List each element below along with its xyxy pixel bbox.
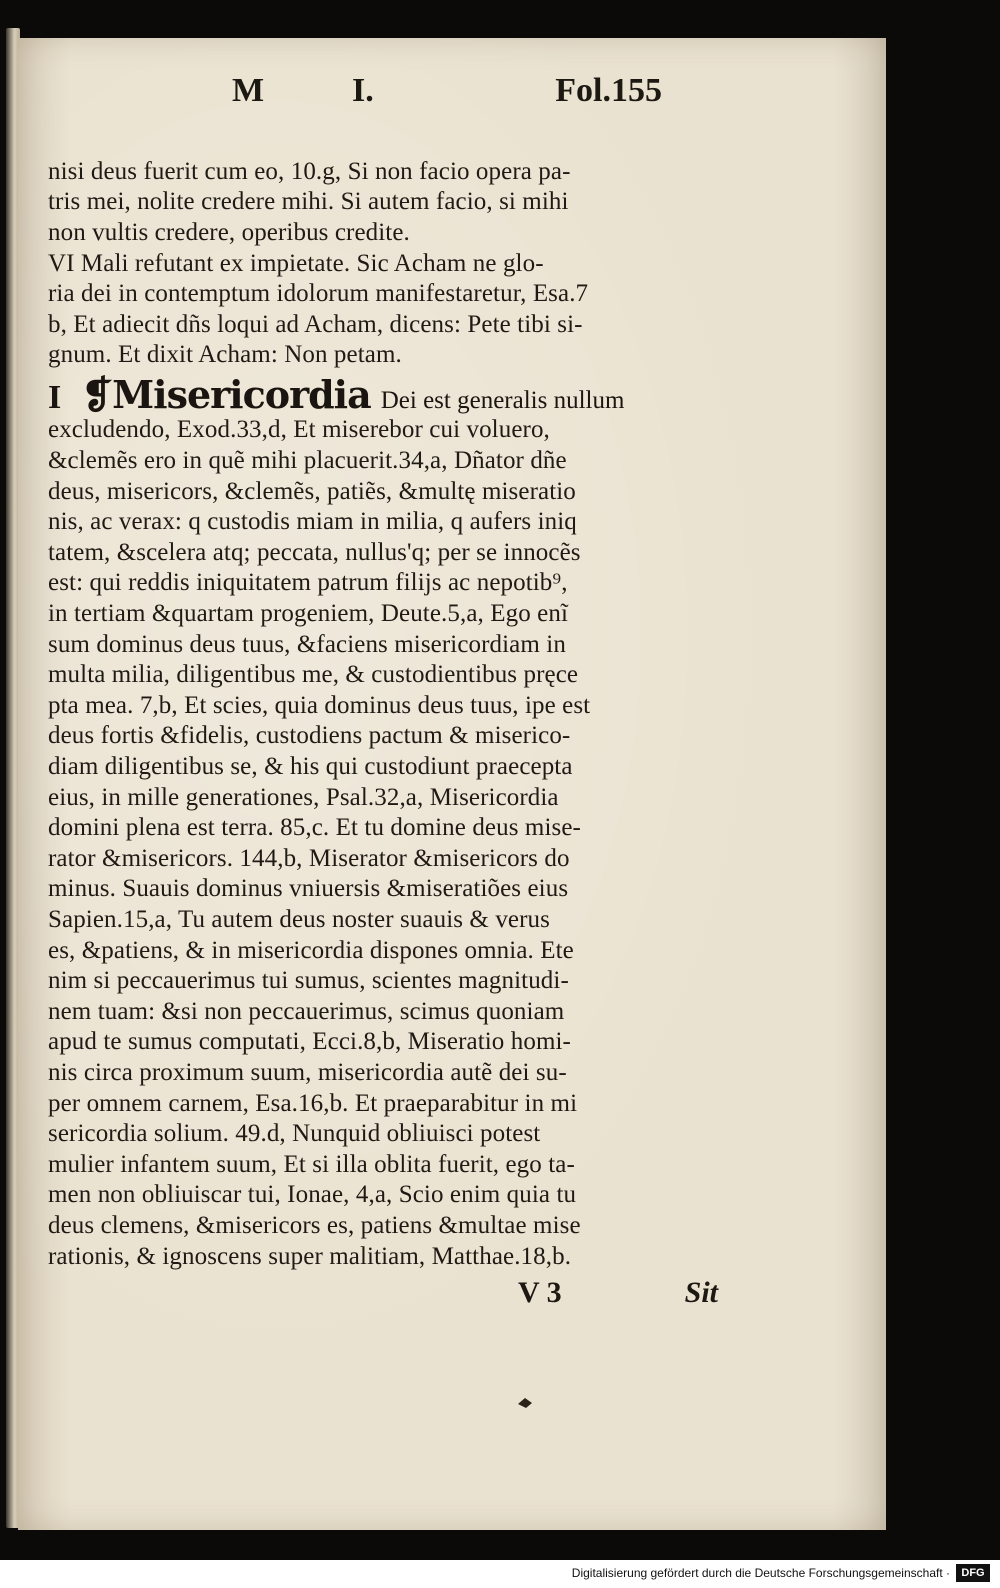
text-line: nis, ac verax: q custodis miam in milia, q aufers iniq: [48, 508, 577, 535]
signature-mark: V 3: [518, 1276, 562, 1309]
text-line: gnum. Et dixit Acham: Non petam.: [48, 341, 402, 368]
section-heading: [48, 372, 728, 420]
text-line: es, &patiens, & in misericordia dispones omnia. Ete: [48, 937, 574, 964]
text-line: deus fortis &fidelis, custodiens pactum & miserico‑: [48, 722, 571, 749]
header-numeral: I.: [352, 72, 374, 109]
text-line: pta mea. 7,b, Et scies, quia dominus deus tuus, ipe est: [48, 692, 591, 719]
signature-line: [518, 1276, 718, 1316]
text-line: diam diligentibus se, & his qui custodiunt praecepta: [48, 753, 573, 780]
heading-title: ❡Misericordia: [81, 372, 371, 417]
text-line: deus, misericors, &clemẽs, patiẽs, &multę miseratio: [48, 478, 576, 505]
text-line: tris mei, nolite credere mihi. Si autem facio, si mihi: [48, 188, 569, 215]
text-line: eius, in mille generationes, Psal.32,a, Misericordia: [48, 784, 559, 811]
text-line: ria dei in contemptum idolorum manifestaretur, Esa.7: [48, 280, 589, 307]
text-line: apud te sumus computati, Ecci.8,b, Miseratio homi‑: [48, 1028, 571, 1055]
text-line: nisi deus fuerit cum eo, 10.g, Si non facio opera pa‑: [48, 158, 571, 185]
ink-blot: [516, 1396, 534, 1410]
text-line: VI Mali refutant ex impietate. Sic Acham ne glo‑: [48, 250, 544, 277]
header-letter: M: [232, 72, 265, 109]
text-line: b, Et adiecit dñs loqui ad Acham, dicens: Pete tibi si‑: [48, 311, 583, 338]
text-line: Sapien.15,a, Tu autem deus noster suauis & verus: [48, 906, 550, 933]
text-line: excludendo, Exod.33,d, Et miserebor cui voluero,: [48, 416, 550, 443]
text-line: minus. Suauis dominus vniuersis &miseratiões eius: [48, 875, 569, 902]
text-line: domini plena est terra. 85,c. Et tu domine deus mise‑: [48, 814, 581, 841]
text-line: nis circa proximum suum, misericordia autẽ dei su‑: [48, 1059, 567, 1086]
footer: [0, 1560, 1000, 1588]
text-line: multa milia, diligentibus me, & custodientibus pręce: [48, 661, 579, 688]
text-line: &clemẽs ero in quẽ mihi placuerit.34,a, Dñator dñe: [48, 447, 567, 474]
text-line: men non obliuiscar tui, Ionae, 4,a, Scio enim quia tu: [48, 1181, 577, 1208]
catchword: Sit: [684, 1276, 718, 1309]
text-line: mulier infantem suum, Et si illa oblita fuerit, ego ta‑: [48, 1151, 575, 1178]
text-line: est: qui reddis iniquitatem patrum filijs ac nepotib⁹,: [48, 569, 568, 596]
heading-continuation: Dei est generalis nullum: [380, 387, 625, 414]
text-line: tatem, &scelera atq; peccata, nullus'q; per se innocẽs: [48, 539, 581, 566]
text-line: rationis, & ignoscens super malitiam, Matthae.18,b.: [48, 1243, 572, 1270]
text-line: nem tuam: &si non peccauerimus, scimus quoniam: [48, 998, 565, 1025]
text-line: sum dominus deus tuus, &faciens misericordiam in: [48, 631, 566, 658]
text-line: in tertiam &quartam progeniem, Deute.5,a, Ego enĩ: [48, 600, 569, 627]
text-line: sericordia solium. 49.d, Nunquid obliuisci potest: [48, 1120, 541, 1147]
page-header: [232, 72, 662, 116]
dfg-logo: DFG: [956, 1564, 990, 1582]
text-line: non vultis credere, operibus credite.: [48, 219, 410, 246]
text-line: per omnem carnem, Esa.16,b. Et praeparabitur in mi: [48, 1090, 578, 1117]
heading-number: I: [48, 379, 62, 416]
text-line: rator &misericors. 144,b, Miserator &misericors do: [48, 845, 570, 872]
text-line: deus clemens, &misericors es, patiens &multae mise: [48, 1212, 581, 1239]
text-line: nim si peccauerimus tui sumus, scientes magnitudi‑: [48, 967, 569, 994]
funding-credit: Digitalisierung gefördert durch die Deutsche Forschungsgemeinschaft ·: [571, 1566, 950, 1580]
folio-number: Fol.155: [555, 72, 662, 109]
